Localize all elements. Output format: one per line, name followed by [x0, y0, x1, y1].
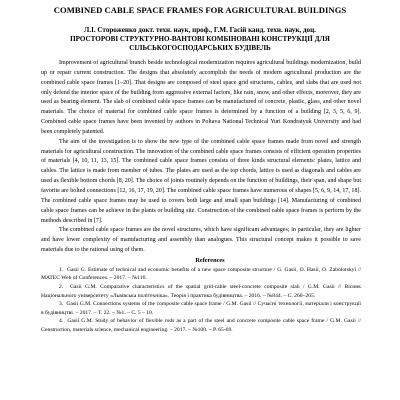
reference-item: Gasii G. Estimate of technical and economic benefits of a new space composite structure / G. Gasii, O. Hasii, O. Zabolotskyi // MATEC Web of Conferences. – 2017. – №116. — [41, 266, 362, 282]
paper-title-ukrainian: ПРОСТОРОВІ СТРУКТУРНО-ВАНТОВІ КОМБІНОВАНІ КОНСТРУКЦІЇ ДЛЯ СІЛЬСЬКОГОСПОДАРСЬКИХ БУДІВЕЛЬ — [70, 34, 330, 52]
reference-item: Gasii G.M. Connections systems of the composite cable space frame / G.M. Gasii // Сучасні технології, матеріали і конструкції в будівництві. – 2017. – Т. 22. – №1. – С. 5 – 10. — [41, 301, 361, 316]
body-paragraph: The aim of the investigation is to show the new type of the combined cable space frames made from novel and strength materials for agricultural construction. The innovation of the combined cable space frames consists of efficient operation properties of materials [4, 10, 11, 13, 15]. The combined cable space frames consists of three kinds structural elements: plates, lattice and cables. The lattice is made from member of tubes. The plates are used as the top chords, lattice is used as diagonals and cables are used as flexible bottom chords [8, 20]. The choice of joints routinely depends on the function of buildings, their span, and shape but favorite are bolted connections [12, 16, 17, 19, 20]. The combined cable space frames have numerous of shapes [5, 6, 9, 14, 17, 18]. The combined cable space frames may be used to covers both large and small span buildings [14]. Manufacturing of combined cable space frames can be achieve in the plants or building site. Construction of the combined cable space frames is perform by the methods described in [7]. — [41, 138, 361, 224]
reference-item: Gasii G.M. Study of behavior of flexible rods as a part of the steel and concrete composite cable space frame / G.M. Gasii // Construction, materials science, mechanical engineering. – 2017. – №100. – Р. 65-69. — [41, 318, 361, 333]
paper-title-english: COMBINED CABLE SPACE FRAMES FOR AGRICULTURAL BUILDINGS — [53, 5, 347, 15]
references-heading: References — [195, 256, 225, 264]
paper-body — [41, 59, 361, 334]
references-list — [41, 266, 361, 335]
paper-authors: Л.І. Стороженко докт. техн. наук, проф., Г.М. Гасій канд. техн. наук, доц. — [84, 26, 316, 34]
reference-item: Gasii G.M. Comparative characteristics of the spatial grid-cable steel-concrete composite slab / G.M. Gasii // Вісник Національного університету «Львівська політехніка». Теорія і практика будівництва. – 2016. – №844. – С. 260–265. — [41, 283, 361, 299]
body-paragraph: Improvement of agricultural branch beside technological modernization requires agricultural buildings modernization, build up or repair current construction. The designs that absolutely accomplish the needs of modern agricultural production are the combined cable space frames [1–20]. That designs are composed of steel space grid structures, cables, and slabs that are used not only defend the interior space of the building from aggressive external factors, like rain, snow, and other effects, moreover, they are used as bearing element. The slab of combined cable space frames can be manufactured of concrete, plastic, glass, and other novel materials. The choice of material for combined cable space frames is determined by a function of a building [2, 3, 5, 6, 9]. Combined cable space frames have been invented by authors in Poltava National Technical Yuri Kondratyuk University and had been completely patented. — [41, 60, 361, 135]
body-paragraph: The combined cable space frames are the novel structures, which have significant advantages; in particular, they are lighter and have lower complexity of manufacturing and assembly than analogues. This structural concept makes it possible to save materials due to the rational using of them. — [41, 227, 361, 254]
